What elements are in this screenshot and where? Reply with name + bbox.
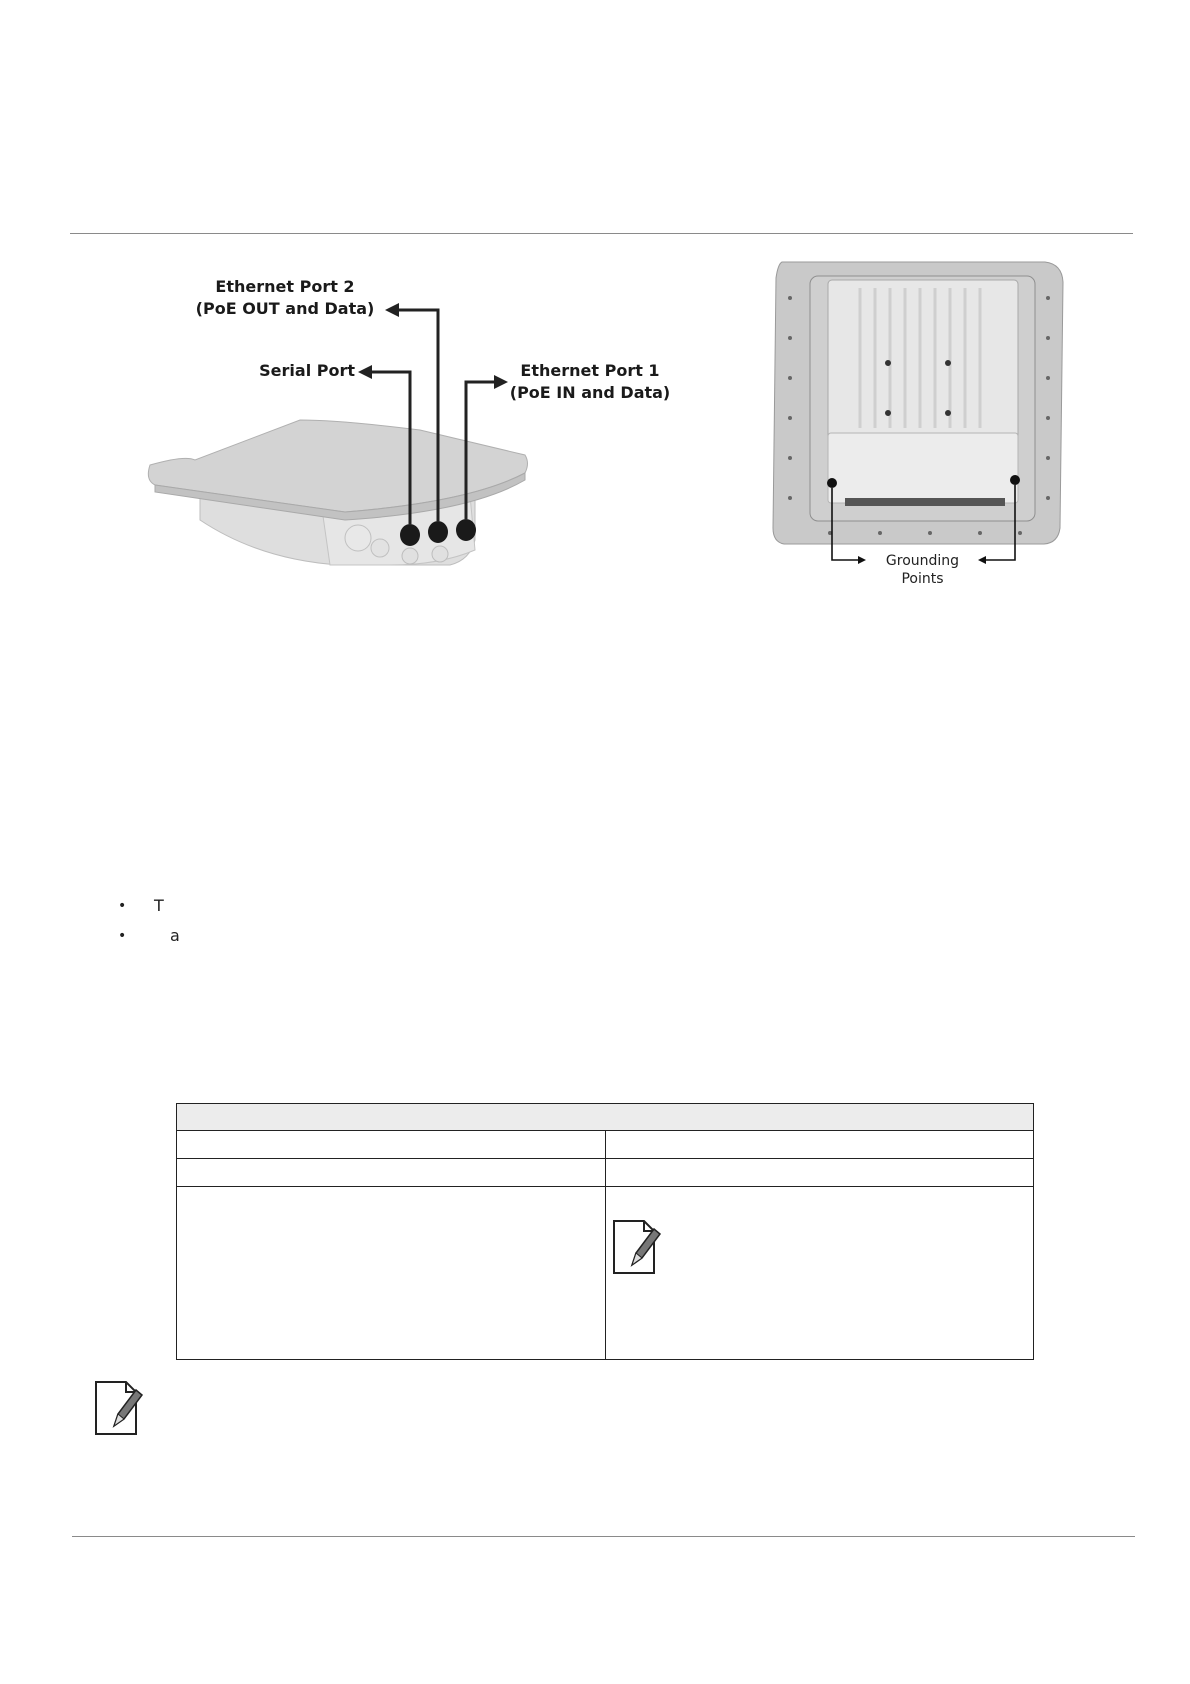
table-cell bbox=[605, 1187, 1034, 1360]
note-pencil-icon bbox=[92, 1378, 144, 1443]
grounding-label-line2: Points bbox=[901, 571, 944, 587]
bullet-marker: • bbox=[118, 898, 127, 914]
ethernet-port-1-subtitle: (PoE IN and Data) bbox=[509, 383, 671, 402]
grounding-label-line1: Grounding bbox=[885, 553, 960, 569]
grounding-points-figure bbox=[770, 258, 1070, 588]
device-illustration bbox=[140, 280, 680, 575]
bullet-text: T bbox=[154, 896, 164, 915]
table-cell bbox=[605, 1131, 1034, 1159]
table-cell bbox=[177, 1131, 606, 1159]
table-cell bbox=[605, 1159, 1034, 1187]
ethernet-port-1-label bbox=[505, 360, 675, 404]
device-ports-figure bbox=[140, 277, 680, 575]
bullet-text: a bbox=[170, 926, 180, 945]
header-rule bbox=[70, 233, 1133, 234]
ethernet-port-2-label bbox=[180, 276, 390, 320]
back-panel-illustration bbox=[770, 258, 1070, 588]
ethernet-port-1-title: Ethernet Port 1 bbox=[520, 361, 660, 380]
spec-table bbox=[176, 1103, 1034, 1360]
grounding-points-label bbox=[865, 552, 980, 588]
table-cell bbox=[177, 1187, 606, 1360]
table-cell bbox=[177, 1159, 606, 1187]
note-pencil-icon bbox=[610, 1217, 662, 1280]
ethernet-port-2-title: Ethernet Port 2 bbox=[215, 277, 355, 296]
table-row bbox=[177, 1131, 1034, 1159]
table-row bbox=[177, 1187, 1034, 1360]
footer-rule bbox=[72, 1536, 1135, 1537]
serial-port-label: Serial Port bbox=[259, 361, 355, 380]
table-row bbox=[177, 1159, 1034, 1187]
bullet-marker: • bbox=[118, 928, 127, 944]
ethernet-port-2-subtitle: (PoE OUT and Data) bbox=[195, 299, 375, 318]
table-header bbox=[177, 1104, 1034, 1131]
